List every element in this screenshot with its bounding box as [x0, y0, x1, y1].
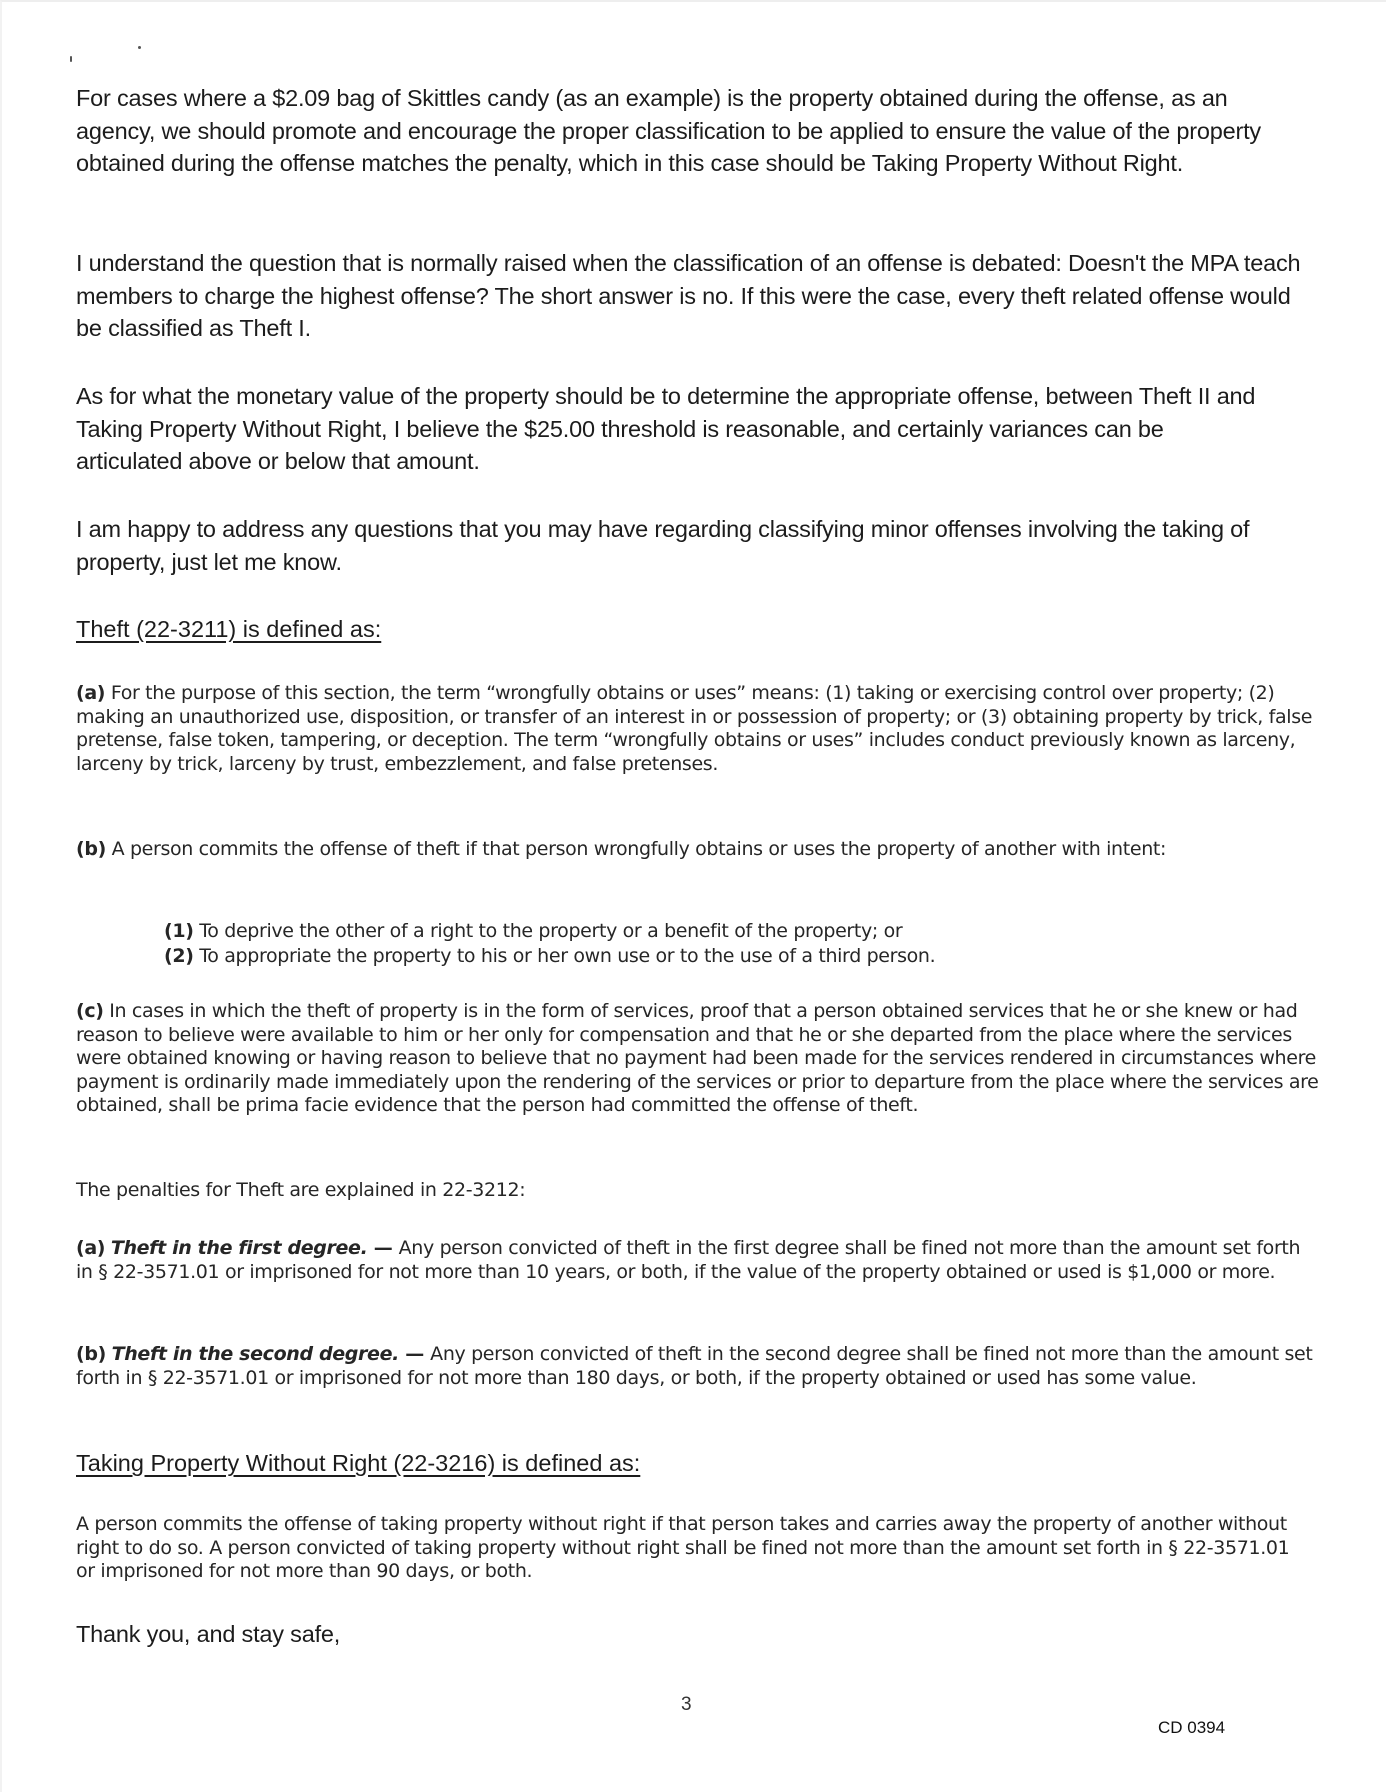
paragraph-monetary-threshold: As for what the monetary value of the property should be to determine the appropriate offense, between Theft II and Taking Property Without Right, I believe the $25.00 threshold is reasonable, and certainly variances can be articulated above or below that amount. [76, 383, 1256, 474]
penalty-first-degree [76, 1237, 1306, 1284]
paragraph-questions: I am happy to address any questions that you may have regarding classifying minor offenses involving the taking of property, just let me know. [76, 516, 1250, 575]
theft-definition-heading: Theft (22-3211) is defined as: [76, 616, 382, 642]
paragraph-highest-offense: I understand the question that is normally raised when the classification of an offense is debated: Doesn't the MPA teach members to charge the highest offense? The short answer is no. If this were the case, every theft related offense would be classified as Theft I. [76, 250, 1301, 341]
penalty-title: Theft in the second degree. [111, 1343, 399, 1365]
subsection-marker: (a) [76, 682, 106, 704]
item-text: To appropriate the property to his or her own use or to the use of a third person. [193, 945, 936, 967]
subsection-text: For the purpose of this section, the term “wrongfully obtains or uses” means: (1) taking or exercising control over property; (2) making an unauthorized use, disposition, or transfer of an interest in or possession of property; or (3) obtaining property by trick, false pretense, false token, tampering, or deception. The term “wrongfully obtains or uses” includes conduct previously known as larceny, larceny by trick, larceny by trust, embezzlement, and false pretenses. [76, 682, 1313, 775]
theft-subsection-a [76, 682, 1316, 776]
penalty-marker: (b) [76, 1343, 106, 1365]
tpwr-definition-text: A person commits the offense of taking property without right if that person takes and carries away the property of another without right to do so. A person convicted of taking property without right shall be fined not more than the amount set forth in § 22-3571.01 or imprisoned for not more than 90 days, or both. [76, 1513, 1290, 1582]
penalty-text: Any person convicted of theft in the first degree shall be fined not more than the amount set forth in § 22-3571.01 or imprisoned for not more than 10 years, or both, if the value of the property obtained or used is $1,000 or more. [76, 1237, 1301, 1283]
subsection-marker: (b) [76, 838, 106, 860]
item-marker: (1) [164, 920, 194, 942]
em-dash: — [367, 1237, 399, 1259]
closing-line: Thank you, and stay safe, [76, 1621, 341, 1647]
tpwr-definition-heading: Taking Property Without Right (22-3216) is defined as: [76, 1450, 641, 1476]
theft-intent-item-2 [164, 944, 935, 969]
bates-number: CD 0394 [1158, 1718, 1226, 1737]
penalty-text: Any person convicted of theft in the second degree shall be fined not more than the amount set forth in § 22-3571.01 or imprisoned for not more than 180 days, or both, if the property obtained or used has some value. [76, 1343, 1313, 1389]
subsection-text: A person commits the offense of theft if that person wrongfully obtains or uses the property of another with intent: [105, 838, 1167, 860]
penalty-second-degree [76, 1343, 1316, 1390]
theft-intent-item-1 [164, 919, 902, 944]
scan-speck [138, 46, 141, 49]
theft-subsection-c [76, 1000, 1326, 1118]
scan-speck [70, 56, 72, 62]
paragraph-skittles-example: For cases where a $2.09 bag of Skittles candy (as an example) is the property obtained during the offense, as an agency, we should promote and encourage the proper classification to be applied to ensure the value of the property obtained during the offense matches the penalty, which in this case should be Taking Property Without Right. [76, 85, 1261, 176]
item-text: To deprive the other of a right to the property or a benefit of the property; or [193, 920, 903, 942]
item-marker: (2) [164, 945, 194, 967]
em-dash: — [398, 1343, 431, 1365]
theft-subsection-b [76, 838, 1316, 862]
subsection-text: In cases in which the theft of property is in the form of services, proof that a person obtained services that he or she knew or had reason to believe were available to him or her only for compensation and that he or she departed from the place where the services were obtained knowing or having reason to believe that no payment had been made for the services rendered in circumstances where payment is ordinarily made immediately upon the rendering of the services or prior to departure from the place where the services are obtained, shall be prima facie evidence that the person had committed the offense of theft. [76, 1000, 1319, 1116]
penalties-intro: The penalties for Theft are explained in 22-3212: [76, 1179, 526, 1201]
penalty-title: Theft in the first degree. [110, 1237, 368, 1259]
subsection-marker: (c) [76, 1000, 104, 1022]
penalty-marker: (a) [76, 1237, 106, 1259]
page-number: 3 [681, 1694, 692, 1715]
